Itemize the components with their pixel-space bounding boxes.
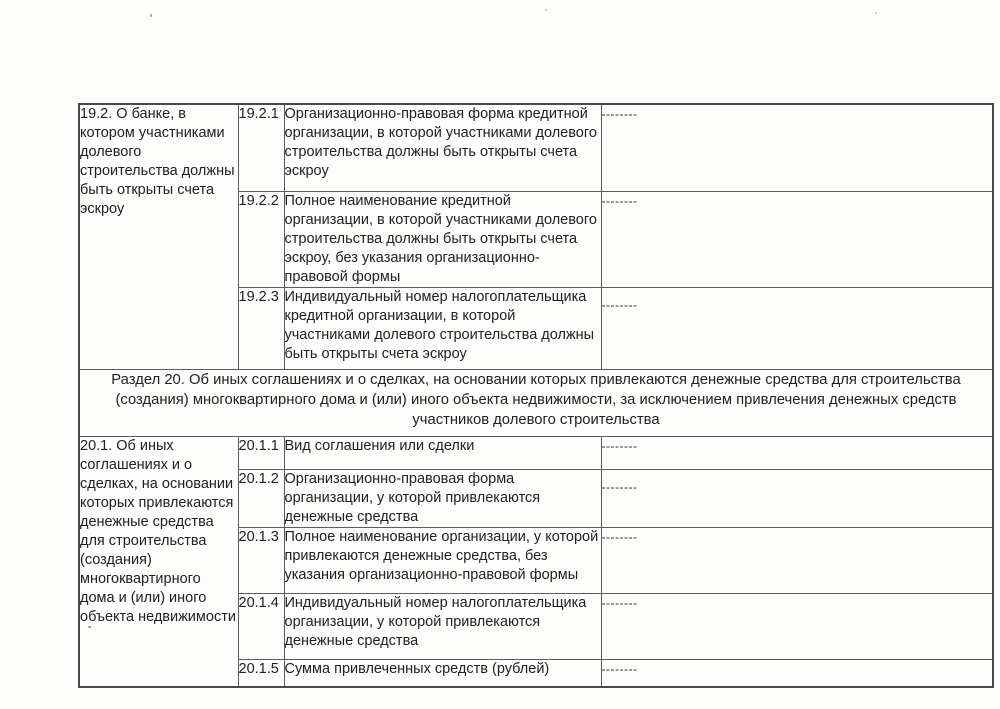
row-description-20-1-5: Сумма привлеченных средств (рублей)	[284, 659, 601, 687]
row-description-19-2-2: Полное наименование кредитной организации, в которой участниками долевого строительства должны быть открыты счета эскроу, без указания организационно-правовой формы	[284, 191, 601, 287]
row-description-20-1-2: Организационно-правовая форма организации, у которой привлекаются денежные средства	[284, 469, 601, 527]
scan-speck	[875, 12, 877, 14]
row-value-19-2-1: --------	[601, 104, 993, 191]
row-description-20-1-1: Вид соглашения или сделки	[284, 436, 601, 469]
table-row	[79, 436, 993, 469]
row-number-19-2-1: 19.2.1	[238, 104, 284, 191]
row-description-20-1-4: Индивидуальный номер налогоплательщика организации, у которой привлекаются денежные средства	[284, 593, 601, 659]
row-value-19-2-2: --------	[601, 191, 993, 287]
row-description-19-2-3: Индивидуальный номер налогоплательщика кредитной организации, в которой участниками долевого строительства должны быть открыты счета эскроу	[284, 287, 601, 369]
row-description-20-1-3: Полное наименование организации, у которой привлекаются денежные средства, без указания организационно-правовой формы	[284, 527, 601, 593]
row-number-19-2-2: 19.2.2	[238, 191, 284, 287]
section-20-1-group-cell: 20.1. Об иных соглашениях и о сделках, на основании которых привлекаются денежные средства для строительства (создания) многоквартирного дома и (или) иного объекта недвижимости	[79, 436, 238, 687]
scan-speck	[150, 14, 152, 17]
row-number-20-1-1: 20.1.1	[238, 436, 284, 469]
row-number-20-1-3: 20.1.3	[238, 527, 284, 593]
row-description-19-2-1: Организационно-правовая форма кредитной организации, в которой участниками долевого строительства должны быть открыты счета эскроу	[284, 104, 601, 191]
row-number-20-1-4: 20.1.4	[238, 593, 284, 659]
row-value-19-2-3: --------	[601, 287, 993, 369]
row-value-20-1-4: --------	[601, 593, 993, 659]
row-value-20-1-2: --------	[601, 469, 993, 527]
table-row	[79, 104, 993, 191]
row-value-20-1-3: --------	[601, 527, 993, 593]
row-number-20-1-2: 20.1.2	[238, 469, 284, 527]
section-20-header: Раздел 20. Об иных соглашениях и о сделках, на основании которых привлекаются денежные средства для строительства (создания) многоквартирного дома и (или) иного объекта недвижимости, за исключением привлечения денежных средств участников долевого строительства	[79, 369, 993, 436]
row-number-19-2-3: 19.2.3	[238, 287, 284, 369]
declaration-table	[78, 103, 994, 688]
section-19-2-group-cell: 19.2. О банке, в котором участниками долевого строительства должны быть открыты счета эскроу	[79, 104, 238, 369]
row-value-20-1-1: --------	[601, 436, 993, 469]
row-value-20-1-5: --------	[601, 659, 993, 687]
table-row	[79, 369, 993, 436]
scan-speck	[545, 9, 547, 11]
row-number-20-1-5: 20.1.5	[238, 659, 284, 687]
